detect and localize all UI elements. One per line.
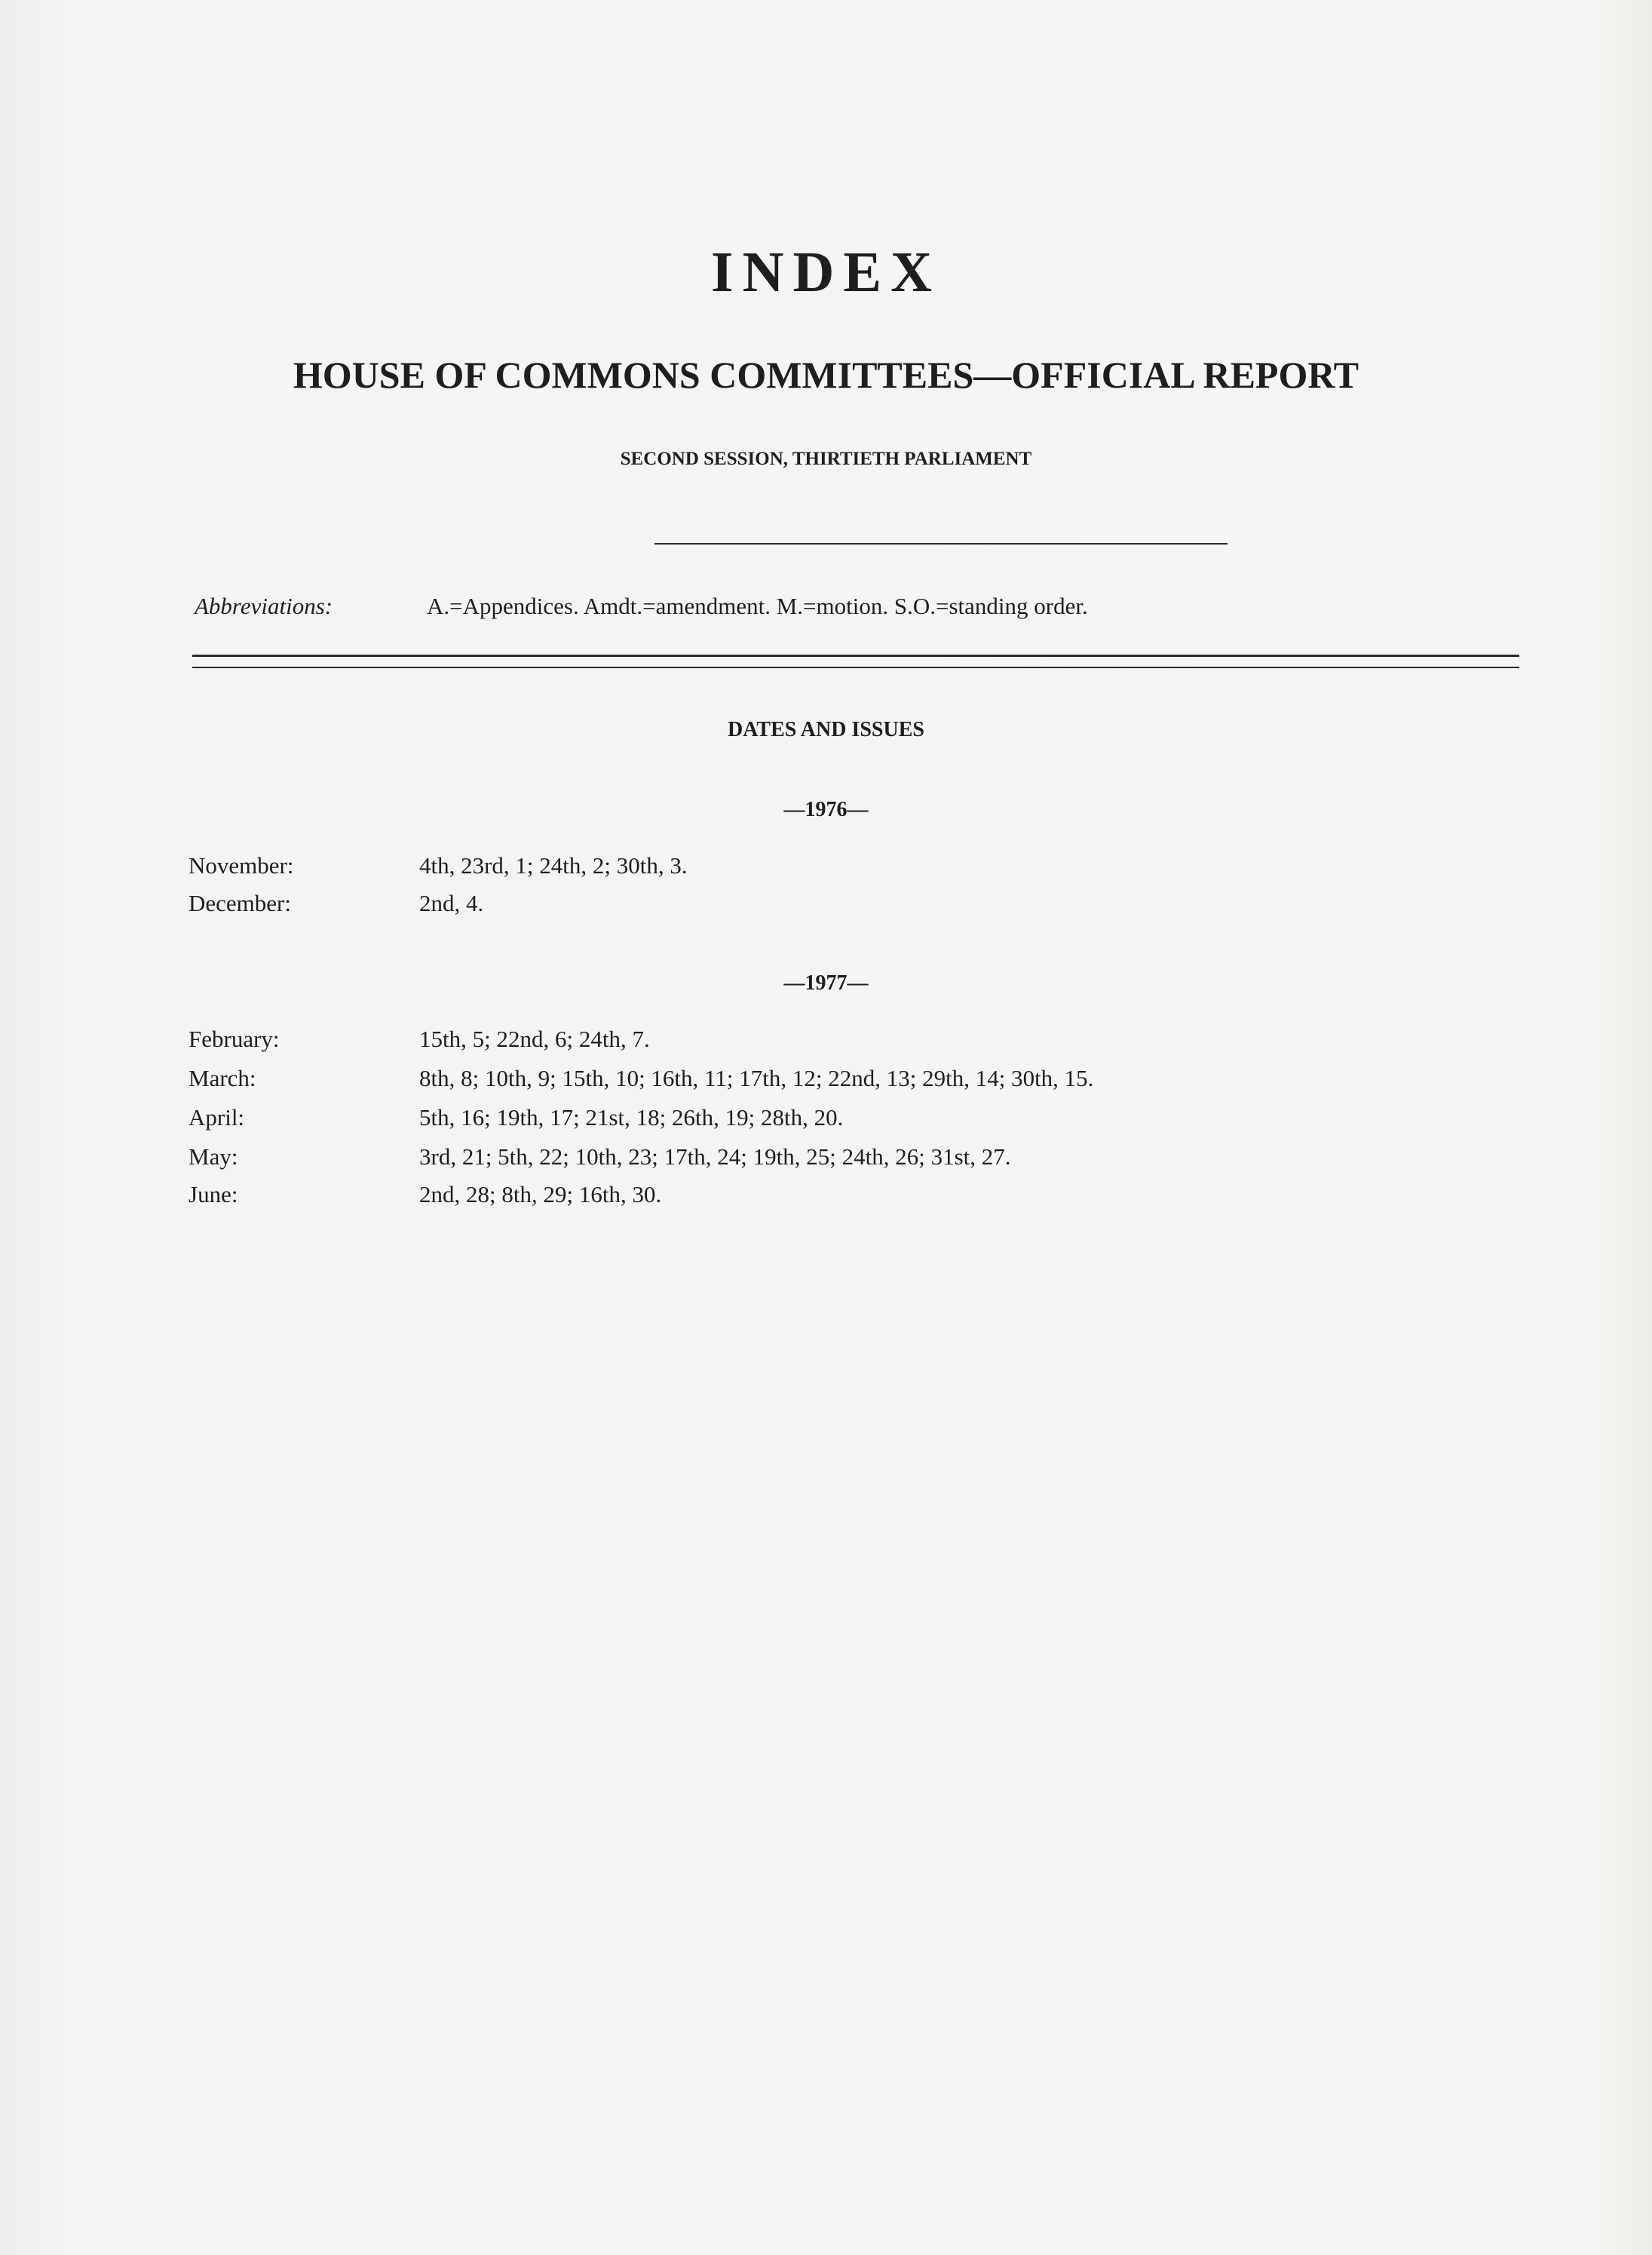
issue-dates: 5th, 16; 19th, 17; 21st, 18; 26th, 19; 28th, 20. bbox=[419, 1104, 844, 1131]
year-heading-1977: —1977— bbox=[783, 971, 869, 995]
month-label: December: bbox=[188, 890, 291, 916]
date-row-june bbox=[188, 1181, 1546, 1219]
date-row-march bbox=[188, 1065, 1546, 1103]
date-row-december bbox=[188, 890, 1546, 928]
rule-double-1 bbox=[192, 655, 1519, 657]
month-label: November: bbox=[188, 852, 294, 879]
dates-issues-heading: DATES AND ISSUES bbox=[728, 718, 924, 741]
date-row-november bbox=[188, 852, 1546, 890]
session-label: SECOND SESSION, THIRTIETH PARLIAMENT bbox=[620, 449, 1032, 469]
abbreviations-text: A.=Appendices. Amdt.=amendment. M.=motion. S.O.=standing order. bbox=[427, 593, 1088, 619]
rule-top bbox=[654, 543, 1228, 545]
page-title: INDEX bbox=[711, 241, 941, 304]
rule-double-2 bbox=[192, 667, 1519, 668]
issue-dates: 8th, 8; 10th, 9; 15th, 10; 16th, 11; 17th, 12; 22nd, 13; 29th, 14; 30th, 15. bbox=[419, 1065, 1094, 1091]
report-title: HOUSE OF COMMONS COMMITTEES—OFFICIAL REPORT bbox=[293, 354, 1359, 396]
date-row-february bbox=[188, 1026, 1546, 1063]
issue-dates: 2nd, 28; 8th, 29; 16th, 30. bbox=[419, 1181, 662, 1207]
date-row-april bbox=[188, 1104, 1546, 1142]
month-label: March: bbox=[188, 1065, 256, 1091]
issue-dates: 3rd, 21; 5th, 22; 10th, 23; 17th, 24; 19th, 25; 24th, 26; 31st, 27. bbox=[419, 1143, 1011, 1170]
month-label: February: bbox=[188, 1026, 280, 1052]
abbreviations-label: Abbreviations: bbox=[195, 593, 333, 619]
issue-dates: 2nd, 4. bbox=[419, 890, 484, 916]
year-heading-1976: —1976— bbox=[783, 798, 869, 821]
issue-dates: 15th, 5; 22nd, 6; 24th, 7. bbox=[419, 1026, 650, 1052]
month-label: May: bbox=[188, 1143, 238, 1170]
date-row-may bbox=[188, 1143, 1546, 1181]
month-label: June: bbox=[188, 1181, 238, 1207]
issue-dates: 4th, 23rd, 1; 24th, 2; 30th, 3. bbox=[419, 852, 688, 879]
month-label: April: bbox=[188, 1104, 245, 1131]
